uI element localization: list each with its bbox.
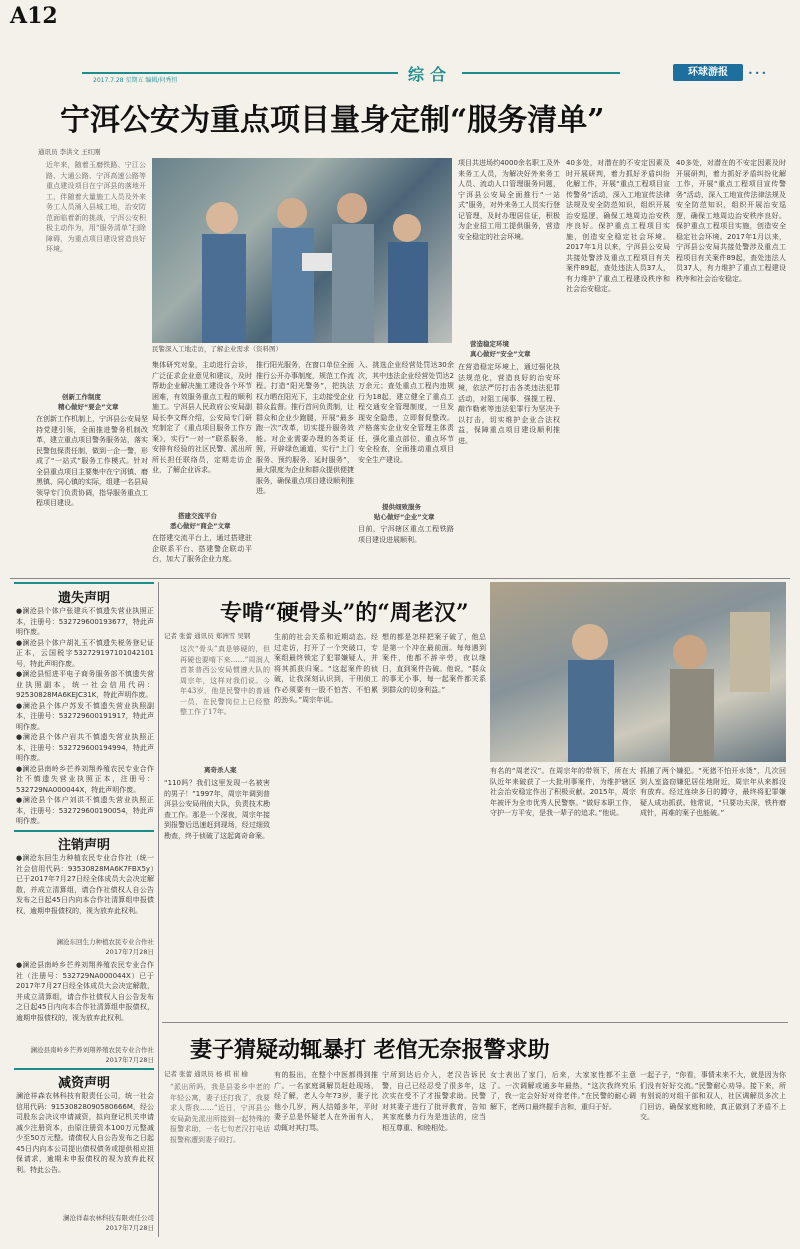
story1-col2-sub2: 悉心做好“商企”文章 [170, 522, 231, 530]
story2-col3: 想的都是怎样把案子破了，他总是第一个冲在最前面。每每遇到案件，他都不辞辛劳，夜以继日，直到案件告破。他说，“群众的事无小事，每一起案件都关系到群众的切身利益。” [382, 633, 486, 694]
list-item: ●澜沧县个体户岩共不慎遗失营业执照正本，注册号：532729600194994，特此声明作废。 [16, 733, 154, 762]
story1-lead: 近年来，随着玉磨铁路、宁江公路、大通公路、宁洱高速公路等重点建设项目在宁洱县的落地开工，伴随着大量施工人员及外来务工人员涌入县城工地，治安防范面临着新的挑战，宁洱公安积极主动作为，用“服务清单”扫除障碍，为重点项目建设营造良好环境。 [46, 161, 146, 253]
story3-byline: 记者 张蕾 通讯员 杨 棋 崔 榆 [164, 1070, 248, 1078]
divider [158, 582, 159, 1237]
section-rule [82, 72, 620, 74]
story2-sub1: 离奇杀人案 [204, 766, 237, 774]
story3-headline: 妻子猜疑动辄暴打 老倌无奈报警求助 [190, 1037, 550, 1063]
story1-col3: 推行阳光服务，在窗口单位全面推行公开办事制度，规范工作流程。打造“阳光警务”，把执法权力晒在阳光下，主动接受企业群众监督。推行首问负责制，让群众和企业少跑腿，开展“最多跑一次”改革，切实提升服务效能。对企业需要办理的各类证照，开辟绿色通道，实行“上门服务、预约服务、延时服务”，最大限度为企业和群众提供便捷服务，确保重点项目建设顺利推进。 [256, 361, 354, 495]
story1-headline: 宁洱公安为重点项目量身定制“服务清单” [60, 103, 605, 138]
story1-col6-cont: 40多处，对潜在的不安定因素及时开展研判，着力抓好矛盾纠纷化解工作，开展“重点工程项目宣传警务”活动，深入工地宣传法律法规及安全防范知识，组织开展治安巡逻，确保工地周边治安秩序良好。保护重点工程项目实施，创造安全稳定社会环境。2017年1月以来，宁洱县公安局共接处警涉及重点工程项目有关案件89起，查处违法人员37人，有力维护了重点工程建设秩序和社会治安稳定。 [676, 159, 786, 283]
story1-col5-sub: 营造稳定环境 [470, 340, 509, 348]
capital-notice-title: 减资声明 [57, 1076, 110, 1091]
divider [162, 1022, 788, 1023]
story1-col2-sub: 搭建交流平台 [178, 512, 217, 520]
story1-sub1b: 精心做好“要企”文章 [58, 403, 119, 411]
brand-logo: 环球游报 [673, 64, 743, 81]
story2-byline: 记者 张蕾 通讯员 郑洲雪 吴钢 [164, 632, 251, 640]
police-officers-image [152, 158, 452, 343]
story1-col2: 集体研究对象，主动进行会诊，广泛征求企业意见和建议，及时帮助企业解决施工建设各个环节困难，有效服务重点工程的顺利施工。宁洱县人民政府公安局副局长李文辉介绍，公安局专门研究制定了《重点项目服务工作方案》，实行“一对一”联系服务，安排有经验的社区民警、派出所所长担任联络员，定期走访企业，了解企业诉求。 [152, 361, 252, 474]
story1-col4-sub: 提供细致服务 [382, 503, 421, 511]
story1-col5-sub2: 真心做好“安全”文章 [470, 350, 531, 358]
story2-col4: 有名的“周老汉”。在周宗年的带领下，所在大队近年来破获了一大批刑事案件，为维护辖区社会治安稳定作出了积极贡献。2015年，周宗年被评为全市优秀人民警察。“做好本职工作，守护一方平安，是我一辈子的追求。”他说。 [490, 767, 636, 817]
cancel-notice-sign2: 澜沧县南岭乡芒养刘翔养殖农民专业合作社 [30, 1046, 154, 1054]
cancel-notice-text2: ●澜沧县南岭乡芒养刘翔养殖农民专业合作社（注册号：532729NA000044X）已于2017年7月27日经全体成员大会决定解散，并成立清算组，请合作社债权人自公告发布之日起45日内向本合作社清算组申报债权，逾期申报债权的，视为放弃此权利。 [16, 961, 154, 1022]
capital-notice-date: 2017年7月28日 [105, 1224, 154, 1232]
story2-photo [490, 582, 786, 762]
loss-notice-title: 遗失声明 [57, 591, 110, 606]
officer-with-elderly-image [490, 582, 786, 762]
cancel-notice-sign: 澜沧东回生力种植农民专业合作社 [56, 938, 154, 946]
loss-notice-list [16, 606, 154, 824]
story2-col2: 生前的社会关系和近期动态。经过走访，打开了一个突破口，专案组最终锁定了犯罪嫌疑人，并将其抓获归案。“这起案件的侦破，让我深刻认识到，干刑侦工作必须要有一股不怕苦、不怕累的劲头。”周宗年说。 [274, 633, 378, 704]
notice-bar [14, 582, 154, 584]
story1-col1: 在创新工作机制上，宁洱县公安局坚持党建引领，全面推进警务机制改革，建立重点项目警务服务站，落实民警包保责任制，做到一企一警，形成了“一站式”服务工作模式。针对全县重点项目主要集中在宁洱镇、磨黑镇、同心镇的实际，组建一名县局领导专门负责协调，指导服务重点工程项目建设。 [36, 415, 148, 507]
story3-col3: 女士表出了家门，后来，大家家性都不主意了。一次调解或通多年最热，“这次我终究乐了，我一定会好好对待老伴。”在民警的耐心调解下，老两口最终握手言和，重归于好。 [490, 1071, 636, 1111]
brand-dots-icon: ••• [748, 69, 769, 78]
list-item: ●澜沧县个体户苏发不慎遗失营业执照副本，注册号：532729600191917，特此声明作废。 [16, 701, 154, 731]
story3-col2: 宁所到达后介入，老汉告诉民警，自己已经忍受了很多年，这次实在受不了才报警求助。民警对其妻子进行了批评教育，告知其家庭暴力行为是违法的，应当相互尊重、和睦相处。 [382, 1071, 486, 1132]
story1-col2-end: 在搭建交流平台上，通过搭建驻企联系平台、搭建警企联动平台，加大了服务企业力度。 [152, 534, 252, 563]
story1-sub1: 创新工作制度 [62, 393, 101, 401]
story1-photo-caption: 民警深入工地走访，了解企业需求（资料图） [152, 345, 282, 353]
story2-col1: “110吗？我们这里发现一名被害的男子！”1997年，周宗年调到普洱县公安局刑侦大队，负责技术勘查工作。那是一个深夜，周宗年接到报警后迅速赶到现场，经过细致勘查，终于侦破了这起离奇命案。 [164, 779, 270, 840]
capital-notice-text: 澜沧祥森农林科技有限责任公司，统一社会信用代码：91530828090580666M，经公司股东会决议申请减资，拟向登记机关申请减少注册资本，由原注册资本100万元整减少至50万元整。请债权人自公告发布之日起45日内向本公司提出债权债务或提供相应担保请求，逾期未申报债权的视为放弃此权利。特此公告。 [16, 1092, 154, 1174]
capital-notice-sign: 澜沧祥森农林科技有限责任公司 [63, 1214, 154, 1222]
story1-col5-end: 在营造稳定环境上，通过强化执法规范化，营造良好的治安环境，依法严厉打击各类违法犯罪活动，对阻工闹事、强揽工程、敲诈勒索等违法犯罪行为坚决予以打击，切实维护企业合法权益，保障重点项目建设顺利推进。 [458, 363, 560, 445]
divider [10, 578, 790, 579]
date-line: 2017.7.28 星期五 编辑/何秀恒 [93, 77, 178, 84]
story1-col4: 入、挑选企业经营处罚达30余次，其中违法企业经营处罚达2万余元；查处重点工程内违规行为18起，建立健全了重点工程交通安全管理制度，一旦发现安全隐患，立即督促整改。产格落实企业安全管理主体责任，强化重点部位、重点环节安全检查，全面推动重点项目安全生产建设。 [358, 361, 454, 464]
story1-col4-end: 目前，宁洱辖区重点工程铁路项目建设进展顺利。 [358, 525, 454, 544]
cancel-notice-text: ●澜沧东回生力种植农民专业合作社（统一社会信用代码：93530828MA6K7FBX5y）已于2017年7月27日经全体成员大会决定解散，并成立清算组，请合作社债权人自公告发布之日起45日内向本合作社清算组申报债权，逾期申报债权的，视为放弃此权利。 [16, 854, 154, 915]
page-number: A12 [10, 3, 58, 29]
story3-lead: “派出所吗，我是县委乡中老的年轻公寓，妻子还打我了，我要求人帮我……”近日，宁洱县公安局勐先派出所接到一起特殊的报警求助，一名七旬老汉打电话报警称遭到妻子殴打。 [170, 1083, 270, 1144]
story1-col4-sub2: 贴心做好“企业”文章 [374, 513, 435, 521]
story1-col6: 40多处，对潜在的不安定因素及时开展研判，着力抓好矛盾纠纷化解工作，开展“重点工程项目宣传警务”活动，深入工地宣传法律法规及安全防范知识，组织开展治安巡逻，确保工地周边治安秩序良好。保护重点工程项目实施，创造安全稳定社会环境。2017年1月以来，宁洱县公安局共接处警涉及重点工程项目有关案件89起，查处违法人员37人，有力维护了重点工程建设秩序和社会治安稳定。 [566, 159, 670, 293]
section-title: 综合 [398, 62, 462, 85]
story1-photo [152, 158, 452, 343]
notice-bar [14, 1068, 154, 1070]
list-item: ●澜沧县恒进平电子商务服务部不慎遗失营业执照副本，统一社会信用代码：92530828MA6KEJC31K，特此声明作废。 [16, 670, 154, 699]
list-item: ●澜沧县个体户刘洪不慎遗失营业执照正本，注册号：532729600190054，特此声明作废。 [16, 796, 154, 824]
story2-col5: 抓捕了两个嫌犯。“死猪不怕开水烫”，几次回到人室盗窃嫌犯居住地附近，周宗年从来都没有放弃。经过连续多日的蹲守，最终将犯罪嫌疑人成功抓获。他常说，“只要功夫深，铁杵磨成针，再难的案子也能破。” [640, 767, 786, 817]
cancel-notice-date2: 2017年7月28日 [105, 1056, 154, 1064]
cancel-notice-date: 2017年7月28日 [105, 948, 154, 956]
story2-headline: 专啃“硬骨头”的“周老汉” [220, 600, 469, 626]
notice-bar [14, 830, 154, 832]
story2-lead: 这次“骨头”真是够硬的，但再硬也要啃下来……”周润人首茶普西公安局惯遵大队的周宗年，这样对我们说。今年43岁，他是民警中的普通一员，在民警岗位上已经整整工作了17年。 [180, 645, 270, 716]
story3-col4: 一起子子，“你看，事情未来不大，就是因为你们没有好好交流。”民警耐心劝导。接下来，所有别说的对组干部和双人，社区调解员多次上门回访，确保家庭和睦，真正做到了矛盾不上交。 [640, 1071, 786, 1121]
list-item: ●澜沧县个体户张建兵不慎遗失营业执照正本，注册号：532729600193677，特此声明作废。 [16, 607, 154, 636]
list-item: ●澜沧县个体户胡礼玉不慎遗失税务登记证正本，云国税字532729197101042101号，特此声明作废。 [16, 638, 154, 668]
story3-col1: 有的报出，在整个中医都得到推广。一名家庭调解员赶赴现场，经了解，老人今年73岁，妻子比他小几岁，两人结婚多年，平时妻子总是怀疑老人在外面有人，动辄对其打骂。 [274, 1071, 378, 1132]
story1-col5: 项目共进场约4000余名职工及外来务工人员，为解决好外来务工人员、流动人口管理服务问题，宁洱县公安局全面推行“一站式”服务，对外来务工人员实行登记管理，及时办理居住证，积极为企业招工用工提供服务，营造安全稳定的社会环境。 [458, 159, 560, 241]
list-item: ●澜沧县南岭乡芒养刘翔养殖农民专业合作社不慎遗失营业执照正本，注册号：532729NA000044X，特此声明作废。 [16, 764, 154, 794]
story1-byline: 通讯员 李洪文 王红刚 [38, 148, 101, 156]
cancel-notice-title: 注销声明 [57, 838, 110, 853]
